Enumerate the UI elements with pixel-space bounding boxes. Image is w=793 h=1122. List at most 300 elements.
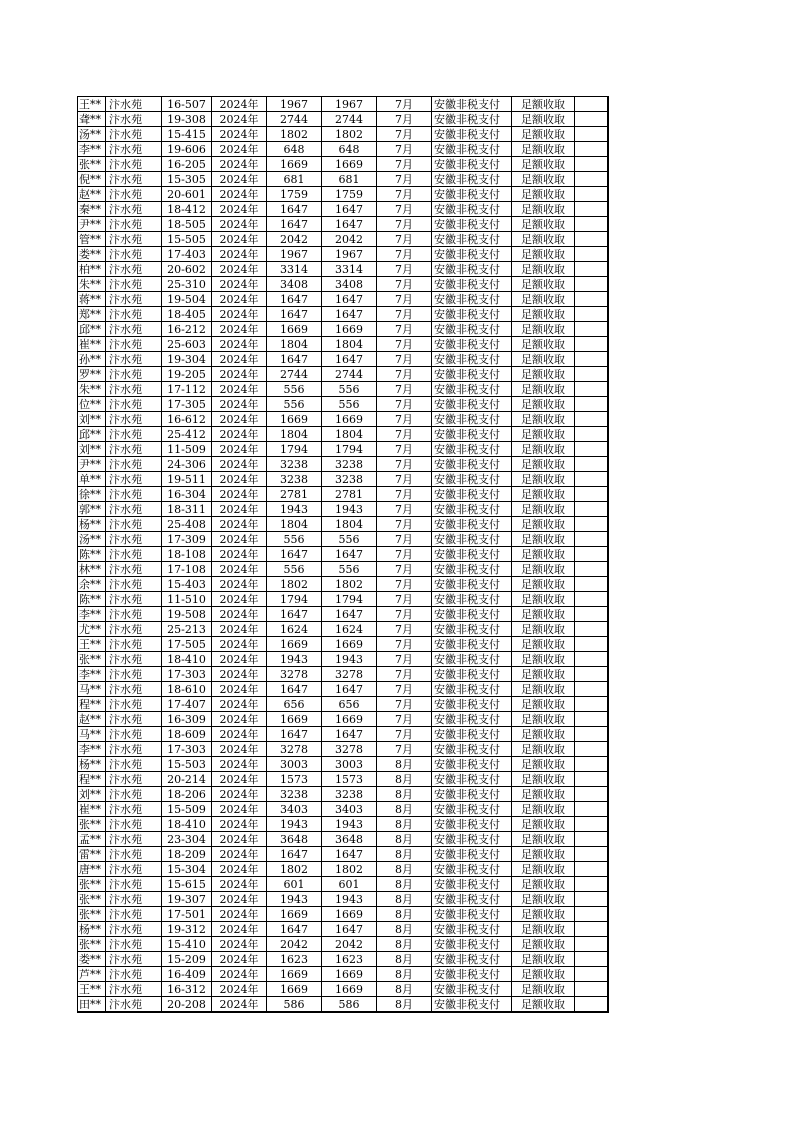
month-cell: 7月 bbox=[377, 547, 432, 562]
table-row bbox=[78, 532, 608, 547]
collection-status-cell: 足额收取 bbox=[512, 367, 575, 382]
year-cell: 2024年 bbox=[212, 442, 267, 457]
owner-name-cell: 汤** bbox=[78, 532, 106, 547]
year-cell: 2024年 bbox=[212, 427, 267, 442]
collection-status-cell: 足额收取 bbox=[512, 292, 575, 307]
owner-name-cell: 管** bbox=[78, 232, 106, 247]
empty-cell bbox=[575, 307, 608, 322]
room-number-cell: 20-601 bbox=[162, 187, 212, 202]
owner-name-cell: 张** bbox=[78, 907, 106, 922]
owner-name-cell: 王** bbox=[78, 637, 106, 652]
table-row bbox=[78, 907, 608, 922]
year-cell: 2024年 bbox=[212, 112, 267, 127]
table-row bbox=[78, 142, 608, 157]
payment-method-cell: 安徽非税支付 bbox=[432, 937, 512, 952]
payment-method-cell: 安徽非税支付 bbox=[432, 907, 512, 922]
year-cell: 2024年 bbox=[212, 97, 267, 112]
month-cell: 7月 bbox=[377, 592, 432, 607]
room-number-cell: 19-312 bbox=[162, 922, 212, 937]
payment-method-cell: 安徽非税支付 bbox=[432, 652, 512, 667]
room-number-cell: 17-309 bbox=[162, 532, 212, 547]
month-cell: 8月 bbox=[377, 997, 432, 1013]
month-cell: 8月 bbox=[377, 922, 432, 937]
owner-name-cell: 尤** bbox=[78, 622, 106, 637]
amount-paid-cell: 1794 bbox=[322, 442, 377, 457]
payment-method-cell: 安徽非税支付 bbox=[432, 667, 512, 682]
community-cell: 汴水苑 bbox=[106, 592, 162, 607]
room-number-cell: 19-606 bbox=[162, 142, 212, 157]
month-cell: 7月 bbox=[377, 652, 432, 667]
amount-due-cell: 1802 bbox=[267, 577, 322, 592]
community-cell: 汴水苑 bbox=[106, 202, 162, 217]
amount-due-cell: 1647 bbox=[267, 217, 322, 232]
community-cell: 汴水苑 bbox=[106, 187, 162, 202]
amount-due-cell: 656 bbox=[267, 697, 322, 712]
year-cell: 2024年 bbox=[212, 982, 267, 997]
community-cell: 汴水苑 bbox=[106, 712, 162, 727]
collection-status-cell: 足额收取 bbox=[512, 862, 575, 877]
amount-paid-cell: 3278 bbox=[322, 742, 377, 757]
owner-name-cell: 林** bbox=[78, 562, 106, 577]
amount-paid-cell: 3238 bbox=[322, 457, 377, 472]
amount-due-cell: 1647 bbox=[267, 352, 322, 367]
owner-name-cell: 郭** bbox=[78, 502, 106, 517]
collection-status-cell: 足额收取 bbox=[512, 427, 575, 442]
payment-method-cell: 安徽非税支付 bbox=[432, 952, 512, 967]
amount-paid-cell: 1802 bbox=[322, 577, 377, 592]
month-cell: 8月 bbox=[377, 802, 432, 817]
amount-paid-cell: 656 bbox=[322, 697, 377, 712]
year-cell: 2024年 bbox=[212, 652, 267, 667]
owner-name-cell: 邱** bbox=[78, 427, 106, 442]
community-cell: 汴水苑 bbox=[106, 652, 162, 667]
collection-status-cell: 足额收取 bbox=[512, 517, 575, 532]
month-cell: 7月 bbox=[377, 382, 432, 397]
amount-paid-cell: 1647 bbox=[322, 682, 377, 697]
month-cell: 7月 bbox=[377, 682, 432, 697]
room-number-cell: 18-412 bbox=[162, 202, 212, 217]
empty-cell bbox=[575, 517, 608, 532]
table-row bbox=[78, 892, 608, 907]
community-cell: 汴水苑 bbox=[106, 802, 162, 817]
room-number-cell: 15-505 bbox=[162, 232, 212, 247]
year-cell: 2024年 bbox=[212, 592, 267, 607]
room-number-cell: 16-304 bbox=[162, 487, 212, 502]
month-cell: 7月 bbox=[377, 502, 432, 517]
room-number-cell: 18-209 bbox=[162, 847, 212, 862]
payment-method-cell: 安徽非税支付 bbox=[432, 412, 512, 427]
year-cell: 2024年 bbox=[212, 277, 267, 292]
collection-status-cell: 足额收取 bbox=[512, 112, 575, 127]
room-number-cell: 11-510 bbox=[162, 592, 212, 607]
amount-paid-cell: 1669 bbox=[322, 712, 377, 727]
month-cell: 7月 bbox=[377, 292, 432, 307]
payment-method-cell: 安徽非税支付 bbox=[432, 697, 512, 712]
collection-status-cell: 足额收取 bbox=[512, 712, 575, 727]
empty-cell bbox=[575, 637, 608, 652]
owner-name-cell: 崔** bbox=[78, 802, 106, 817]
table-row bbox=[78, 457, 608, 472]
empty-cell bbox=[575, 322, 608, 337]
year-cell: 2024年 bbox=[212, 382, 267, 397]
amount-paid-cell: 556 bbox=[322, 562, 377, 577]
year-cell: 2024年 bbox=[212, 322, 267, 337]
month-cell: 7月 bbox=[377, 187, 432, 202]
empty-cell bbox=[575, 907, 608, 922]
owner-name-cell: 赵** bbox=[78, 187, 106, 202]
month-cell: 7月 bbox=[377, 667, 432, 682]
amount-due-cell: 1759 bbox=[267, 187, 322, 202]
community-cell: 汴水苑 bbox=[106, 517, 162, 532]
collection-status-cell: 足额收取 bbox=[512, 847, 575, 862]
amount-due-cell: 1647 bbox=[267, 922, 322, 937]
empty-cell bbox=[575, 397, 608, 412]
month-cell: 8月 bbox=[377, 907, 432, 922]
owner-name-cell: 徐** bbox=[78, 487, 106, 502]
amount-paid-cell: 1669 bbox=[322, 412, 377, 427]
amount-paid-cell: 1967 bbox=[322, 247, 377, 262]
payment-method-cell: 安徽非税支付 bbox=[432, 847, 512, 862]
amount-paid-cell: 556 bbox=[322, 397, 377, 412]
month-cell: 8月 bbox=[377, 847, 432, 862]
table-row bbox=[78, 772, 608, 787]
empty-cell bbox=[575, 952, 608, 967]
owner-name-cell: 陈** bbox=[78, 547, 106, 562]
community-cell: 汴水苑 bbox=[106, 967, 162, 982]
collection-status-cell: 足额收取 bbox=[512, 277, 575, 292]
collection-status-cell: 足额收取 bbox=[512, 532, 575, 547]
community-cell: 汴水苑 bbox=[106, 847, 162, 862]
community-cell: 汴水苑 bbox=[106, 307, 162, 322]
table-row bbox=[78, 592, 608, 607]
community-cell: 汴水苑 bbox=[106, 622, 162, 637]
owner-name-cell: 程** bbox=[78, 772, 106, 787]
amount-due-cell: 1669 bbox=[267, 157, 322, 172]
community-cell: 汴水苑 bbox=[106, 742, 162, 757]
table-row bbox=[78, 667, 608, 682]
amount-due-cell: 1573 bbox=[267, 772, 322, 787]
month-cell: 7月 bbox=[377, 472, 432, 487]
owner-name-cell: 单** bbox=[78, 472, 106, 487]
payment-method-cell: 安徽非税支付 bbox=[432, 442, 512, 457]
table-row bbox=[78, 292, 608, 307]
amount-paid-cell: 3408 bbox=[322, 277, 377, 292]
room-number-cell: 18-410 bbox=[162, 652, 212, 667]
empty-cell bbox=[575, 652, 608, 667]
empty-cell bbox=[575, 217, 608, 232]
collection-status-cell: 足额收取 bbox=[512, 877, 575, 892]
amount-due-cell: 1647 bbox=[267, 292, 322, 307]
payment-method-cell: 安徽非税支付 bbox=[432, 127, 512, 142]
amount-due-cell: 1624 bbox=[267, 622, 322, 637]
community-cell: 汴水苑 bbox=[106, 247, 162, 262]
table-row bbox=[78, 232, 608, 247]
room-number-cell: 15-304 bbox=[162, 862, 212, 877]
collection-status-cell: 足额收取 bbox=[512, 547, 575, 562]
amount-paid-cell: 681 bbox=[322, 172, 377, 187]
amount-due-cell: 1623 bbox=[267, 952, 322, 967]
empty-cell bbox=[575, 697, 608, 712]
community-cell: 汴水苑 bbox=[106, 832, 162, 847]
empty-cell bbox=[575, 832, 608, 847]
room-number-cell: 17-303 bbox=[162, 742, 212, 757]
table-row bbox=[78, 367, 608, 382]
room-number-cell: 20-602 bbox=[162, 262, 212, 277]
community-cell: 汴水苑 bbox=[106, 937, 162, 952]
amount-due-cell: 1669 bbox=[267, 712, 322, 727]
month-cell: 7月 bbox=[377, 367, 432, 382]
year-cell: 2024年 bbox=[212, 577, 267, 592]
amount-due-cell: 2781 bbox=[267, 487, 322, 502]
empty-cell bbox=[575, 367, 608, 382]
amount-paid-cell: 1802 bbox=[322, 862, 377, 877]
empty-cell bbox=[575, 922, 608, 937]
month-cell: 7月 bbox=[377, 337, 432, 352]
room-number-cell: 19-307 bbox=[162, 892, 212, 907]
empty-cell bbox=[575, 742, 608, 757]
table-row bbox=[78, 982, 608, 997]
table-row bbox=[78, 562, 608, 577]
amount-paid-cell: 3648 bbox=[322, 832, 377, 847]
community-cell: 汴水苑 bbox=[106, 862, 162, 877]
table-row bbox=[78, 322, 608, 337]
collection-status-cell: 足额收取 bbox=[512, 322, 575, 337]
amount-due-cell: 1669 bbox=[267, 982, 322, 997]
month-cell: 7月 bbox=[377, 562, 432, 577]
month-cell: 8月 bbox=[377, 877, 432, 892]
owner-name-cell: 杨** bbox=[78, 757, 106, 772]
amount-paid-cell: 1669 bbox=[322, 907, 377, 922]
amount-paid-cell: 1647 bbox=[322, 727, 377, 742]
table-row bbox=[78, 607, 608, 622]
owner-name-cell: 刘** bbox=[78, 442, 106, 457]
payment-method-cell: 安徽非税支付 bbox=[432, 787, 512, 802]
empty-cell bbox=[575, 292, 608, 307]
amount-due-cell: 556 bbox=[267, 532, 322, 547]
empty-cell bbox=[575, 982, 608, 997]
room-number-cell: 15-615 bbox=[162, 877, 212, 892]
community-cell: 汴水苑 bbox=[106, 382, 162, 397]
collection-status-cell: 足额收取 bbox=[512, 562, 575, 577]
collection-status-cell: 足额收取 bbox=[512, 787, 575, 802]
room-number-cell: 17-305 bbox=[162, 397, 212, 412]
amount-paid-cell: 1802 bbox=[322, 127, 377, 142]
payment-method-cell: 安徽非税支付 bbox=[432, 457, 512, 472]
owner-name-cell: 李** bbox=[78, 742, 106, 757]
empty-cell bbox=[575, 157, 608, 172]
year-cell: 2024年 bbox=[212, 607, 267, 622]
amount-paid-cell: 1624 bbox=[322, 622, 377, 637]
amount-paid-cell: 1967 bbox=[322, 97, 377, 112]
month-cell: 7月 bbox=[377, 622, 432, 637]
payment-method-cell: 安徽非税支付 bbox=[432, 337, 512, 352]
collection-status-cell: 足额收取 bbox=[512, 442, 575, 457]
year-cell: 2024年 bbox=[212, 502, 267, 517]
amount-paid-cell: 2781 bbox=[322, 487, 377, 502]
empty-cell bbox=[575, 142, 608, 157]
month-cell: 8月 bbox=[377, 757, 432, 772]
empty-cell bbox=[575, 667, 608, 682]
collection-status-cell: 足额收取 bbox=[512, 502, 575, 517]
payment-method-cell: 安徽非税支付 bbox=[432, 187, 512, 202]
collection-status-cell: 足额收取 bbox=[512, 967, 575, 982]
room-number-cell: 18-405 bbox=[162, 307, 212, 322]
table-row bbox=[78, 202, 608, 217]
amount-due-cell: 3238 bbox=[267, 457, 322, 472]
amount-paid-cell: 1669 bbox=[322, 637, 377, 652]
amount-due-cell: 3403 bbox=[267, 802, 322, 817]
table-row bbox=[78, 937, 608, 952]
collection-status-cell: 足额收取 bbox=[512, 157, 575, 172]
table-row bbox=[78, 742, 608, 757]
amount-due-cell: 1943 bbox=[267, 502, 322, 517]
empty-cell bbox=[575, 802, 608, 817]
table-row bbox=[78, 337, 608, 352]
month-cell: 7月 bbox=[377, 712, 432, 727]
amount-due-cell: 681 bbox=[267, 172, 322, 187]
payment-method-cell: 安徽非税支付 bbox=[432, 112, 512, 127]
payment-method-cell: 安徽非税支付 bbox=[432, 502, 512, 517]
owner-name-cell: 李** bbox=[78, 667, 106, 682]
month-cell: 7月 bbox=[377, 202, 432, 217]
payment-method-cell: 安徽非税支付 bbox=[432, 247, 512, 262]
year-cell: 2024年 bbox=[212, 562, 267, 577]
community-cell: 汴水苑 bbox=[106, 277, 162, 292]
collection-status-cell: 足额收取 bbox=[512, 667, 575, 682]
amount-paid-cell: 1804 bbox=[322, 337, 377, 352]
year-cell: 2024年 bbox=[212, 157, 267, 172]
owner-name-cell: 张** bbox=[78, 157, 106, 172]
room-number-cell: 19-508 bbox=[162, 607, 212, 622]
amount-paid-cell: 556 bbox=[322, 382, 377, 397]
payment-method-cell: 安徽非税支付 bbox=[432, 922, 512, 937]
amount-due-cell: 1794 bbox=[267, 592, 322, 607]
community-cell: 汴水苑 bbox=[106, 457, 162, 472]
empty-cell bbox=[575, 547, 608, 562]
month-cell: 8月 bbox=[377, 862, 432, 877]
payment-method-cell: 安徽非税支付 bbox=[432, 967, 512, 982]
month-cell: 7月 bbox=[377, 307, 432, 322]
owner-name-cell: 马** bbox=[78, 727, 106, 742]
community-cell: 汴水苑 bbox=[106, 142, 162, 157]
amount-due-cell: 3238 bbox=[267, 472, 322, 487]
table-row bbox=[78, 487, 608, 502]
table-row bbox=[78, 517, 608, 532]
community-cell: 汴水苑 bbox=[106, 817, 162, 832]
collection-status-cell: 足额收取 bbox=[512, 187, 575, 202]
amount-paid-cell: 1669 bbox=[322, 322, 377, 337]
month-cell: 8月 bbox=[377, 982, 432, 997]
empty-cell bbox=[575, 607, 608, 622]
amount-paid-cell: 1573 bbox=[322, 772, 377, 787]
table-row bbox=[78, 802, 608, 817]
amount-due-cell: 556 bbox=[267, 397, 322, 412]
room-number-cell: 25-310 bbox=[162, 277, 212, 292]
owner-name-cell: 聋** bbox=[78, 112, 106, 127]
amount-paid-cell: 648 bbox=[322, 142, 377, 157]
table-row bbox=[78, 352, 608, 367]
amount-due-cell: 3314 bbox=[267, 262, 322, 277]
month-cell: 7月 bbox=[377, 727, 432, 742]
collection-status-cell: 足额收取 bbox=[512, 742, 575, 757]
owner-name-cell: 唐** bbox=[78, 862, 106, 877]
amount-paid-cell: 1943 bbox=[322, 652, 377, 667]
amount-paid-cell: 2042 bbox=[322, 232, 377, 247]
month-cell: 8月 bbox=[377, 772, 432, 787]
empty-cell bbox=[575, 337, 608, 352]
empty-cell bbox=[575, 97, 608, 112]
room-number-cell: 15-410 bbox=[162, 937, 212, 952]
table-row bbox=[78, 547, 608, 562]
empty-cell bbox=[575, 382, 608, 397]
owner-name-cell: 雷** bbox=[78, 847, 106, 862]
collection-status-cell: 足额收取 bbox=[512, 262, 575, 277]
table-row bbox=[78, 817, 608, 832]
amount-paid-cell: 1669 bbox=[322, 982, 377, 997]
payment-method-cell: 安徽非税支付 bbox=[432, 757, 512, 772]
payment-method-cell: 安徽非税支付 bbox=[432, 862, 512, 877]
empty-cell bbox=[575, 202, 608, 217]
amount-paid-cell: 3278 bbox=[322, 667, 377, 682]
empty-cell bbox=[575, 937, 608, 952]
empty-cell bbox=[575, 472, 608, 487]
collection-status-cell: 足额收取 bbox=[512, 127, 575, 142]
table-row bbox=[78, 427, 608, 442]
empty-cell bbox=[575, 967, 608, 982]
table-row bbox=[78, 172, 608, 187]
month-cell: 8月 bbox=[377, 832, 432, 847]
year-cell: 2024年 bbox=[212, 202, 267, 217]
amount-paid-cell: 3403 bbox=[322, 802, 377, 817]
amount-paid-cell: 3003 bbox=[322, 757, 377, 772]
amount-due-cell: 3278 bbox=[267, 667, 322, 682]
owner-name-cell: 马** bbox=[78, 682, 106, 697]
amount-paid-cell: 1804 bbox=[322, 427, 377, 442]
table-row bbox=[78, 787, 608, 802]
month-cell: 8月 bbox=[377, 952, 432, 967]
payment-method-cell: 安徽非税支付 bbox=[432, 367, 512, 382]
community-cell: 汴水苑 bbox=[106, 322, 162, 337]
year-cell: 2024年 bbox=[212, 292, 267, 307]
amount-paid-cell: 586 bbox=[322, 997, 377, 1013]
owner-name-cell: 杨** bbox=[78, 517, 106, 532]
month-cell: 7月 bbox=[377, 742, 432, 757]
community-cell: 汴水苑 bbox=[106, 532, 162, 547]
empty-cell bbox=[575, 757, 608, 772]
table-row bbox=[78, 682, 608, 697]
table-row bbox=[78, 652, 608, 667]
year-cell: 2024年 bbox=[212, 367, 267, 382]
payment-method-cell: 安徽非税支付 bbox=[432, 532, 512, 547]
table-row bbox=[78, 157, 608, 172]
owner-name-cell: 刘** bbox=[78, 412, 106, 427]
community-cell: 汴水苑 bbox=[106, 127, 162, 142]
month-cell: 7月 bbox=[377, 457, 432, 472]
owner-name-cell: 孙** bbox=[78, 352, 106, 367]
room-number-cell: 19-205 bbox=[162, 367, 212, 382]
community-cell: 汴水苑 bbox=[106, 982, 162, 997]
amount-due-cell: 2042 bbox=[267, 232, 322, 247]
month-cell: 7月 bbox=[377, 172, 432, 187]
amount-paid-cell: 1943 bbox=[322, 892, 377, 907]
amount-paid-cell: 1647 bbox=[322, 202, 377, 217]
room-number-cell: 24-306 bbox=[162, 457, 212, 472]
table-row bbox=[78, 712, 608, 727]
room-number-cell: 20-208 bbox=[162, 997, 212, 1013]
owner-name-cell: 尹** bbox=[78, 217, 106, 232]
amount-due-cell: 1669 bbox=[267, 412, 322, 427]
collection-status-cell: 足额收取 bbox=[512, 382, 575, 397]
